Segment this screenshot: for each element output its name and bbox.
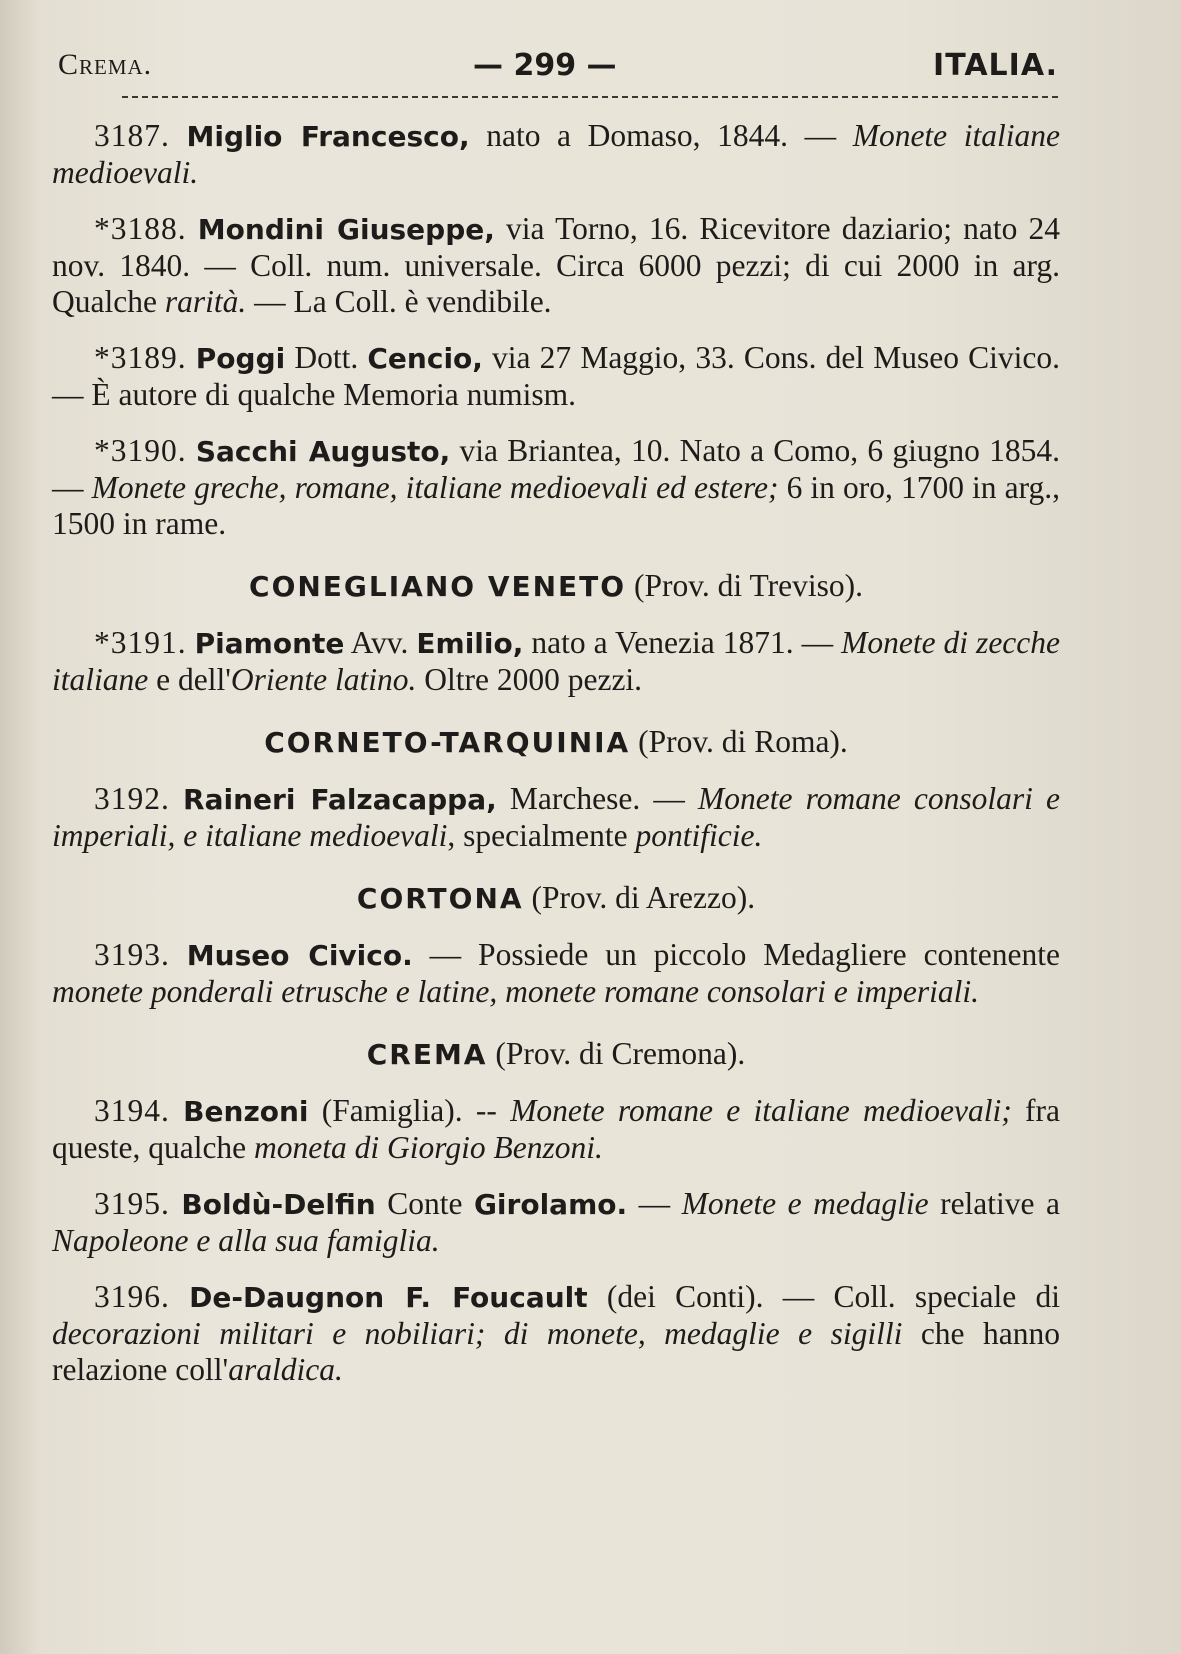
entry-text: fra queste, qualche <box>52 1093 1060 1165</box>
running-head-left: Crema. <box>58 48 153 81</box>
town-name: CONEGLIANO VENETO <box>249 570 627 603</box>
town-name: CREMA <box>366 1038 488 1071</box>
entry-italic: Monete italiane medioevali. <box>52 118 1060 190</box>
entry-number: 3194. <box>94 1093 170 1128</box>
entry-number: 3187. <box>94 118 170 153</box>
entry-text: relative a <box>928 1186 1061 1221</box>
entry-italic: Napoleone e alla sua famiglia. <box>52 1223 440 1258</box>
province: (Prov. di Treviso). <box>626 568 863 603</box>
entry-text: nato a Venezia 1871. — <box>523 625 842 660</box>
entry-3189 <box>52 340 1060 413</box>
entry-number: 3195. <box>94 1186 170 1221</box>
entry-italic: monete ponderali etrusche e latine, monete romane consolari e imperiali. <box>52 974 980 1009</box>
entry-italic: Monete e medaglie <box>681 1186 929 1221</box>
running-head-right: ITALIA. <box>933 47 1058 83</box>
page-header <box>58 40 1058 90</box>
entry-italic: decorazioni militari e nobiliari; di monete, medaglie e sigilli <box>52 1316 903 1351</box>
collector-name: Poggi <box>195 342 286 375</box>
entry-number: *3189. <box>94 340 187 375</box>
entry-italic: Monete romane consolari e imperiali, e italiane medioevali <box>52 781 1060 853</box>
entry-text: (dei Conti). — Coll. speciale di <box>587 1279 1060 1314</box>
entry-text: via Torno, 16. Ricevitore daziario; nato 24 nov. 1840. — Coll. num. universale. Circa 6000 pezzi; di cui 2000 in arg. Qualche <box>52 211 1060 319</box>
province: (Prov. di Cremona). <box>487 1036 746 1071</box>
entry-italic: rarità. <box>164 284 247 319</box>
entry-text: — <box>627 1186 682 1221</box>
entry-italic: Monete romane e italiane medioevali; <box>510 1093 1012 1128</box>
entry-number: *3191. <box>94 625 187 660</box>
entry-number: 3193. <box>94 937 170 972</box>
collector-name: Cencio, <box>367 342 483 375</box>
entry-text: — La Coll. è vendibile. <box>246 284 552 319</box>
collector-name: Miglio Francesco, <box>186 120 470 153</box>
province: (Prov. di Arezzo). <box>523 880 756 915</box>
collector-name: De-Daugnon F. Foucault <box>189 1281 588 1314</box>
entry-number: *3188. <box>94 211 187 246</box>
page-number: — 299 — <box>473 47 617 83</box>
entry-3191 <box>52 625 1060 698</box>
collector-name: Museo Civico. <box>186 939 413 972</box>
entry-number: *3190. <box>94 433 187 468</box>
entry-3188 <box>52 211 1060 320</box>
collector-name: Emilio, <box>416 627 524 660</box>
section-heading <box>52 568 1060 605</box>
entry-3196 <box>52 1279 1060 1388</box>
entry-3195 <box>52 1186 1060 1259</box>
entry-text: che hanno relazione coll' <box>52 1316 1060 1387</box>
entry-text: Oltre 2000 pezzi. <box>416 662 643 697</box>
entry-text: Conte <box>375 1186 474 1221</box>
entry-number: 3196. <box>94 1279 170 1314</box>
entry-3194 <box>52 1093 1060 1166</box>
header-rule <box>122 96 1058 98</box>
town-name: CORTONA <box>356 882 524 915</box>
entry-3193 <box>52 937 1060 1010</box>
collector-name: Sacchi Augusto, <box>195 435 451 468</box>
entry-text: , specialmente <box>447 818 636 853</box>
entry-3187 <box>52 118 1060 191</box>
entry-italic: Monete greche, romane, italiane medioevali ed estere; <box>91 470 779 505</box>
entry-italic: araldica. <box>228 1352 343 1387</box>
town-name: CORNETO-TARQUINIA <box>264 726 631 759</box>
entry-italic: moneta di Giorgio Benzoni. <box>254 1130 603 1165</box>
entry-text: — Possiede un piccolo Medagliere contenente <box>412 937 1061 972</box>
entry-text: 6 in oro, 1700 in arg., 1500 in rame. <box>52 470 1060 541</box>
page-body <box>52 118 1060 1408</box>
entry-italic: Oriente latino. <box>230 662 417 697</box>
entry-text: via 27 Maggio, 33. Cons. del Museo Civico. — È autore di qualche Memoria numism. <box>52 340 1060 412</box>
collector-name: Girolamo. <box>473 1188 628 1221</box>
entry-text: (Famiglia). -- <box>308 1093 511 1128</box>
entry-3192 <box>52 781 1060 854</box>
collector-name: Piamonte <box>194 627 345 660</box>
entry-text: e dell' <box>148 662 231 697</box>
collector-name: Benzoni <box>183 1095 309 1128</box>
section-heading <box>52 1036 1060 1073</box>
entry-3190 <box>52 433 1060 542</box>
province: (Prov. di Roma). <box>630 724 848 759</box>
collector-name: Raineri Falzacappa, <box>183 783 497 816</box>
section-heading <box>52 880 1060 917</box>
section-heading <box>52 724 1060 761</box>
entry-italic: pontificie. <box>635 818 763 853</box>
collector-name: Mondini Giuseppe, <box>197 213 495 246</box>
entry-text: Dott. <box>285 340 368 375</box>
entry-number: 3192. <box>94 781 170 816</box>
entry-text: via Briantea, 10. Nato a Como, 6 giugno 1854. — <box>52 433 1061 505</box>
entry-text: Avv. <box>344 625 417 660</box>
entry-text: Marchese. — <box>496 781 699 816</box>
entry-italic: Monete di zecche italiane <box>52 625 1060 697</box>
collector-name: Boldù-Delfin <box>181 1188 376 1221</box>
entry-text: nato a Domaso, 1844. — <box>469 118 853 153</box>
